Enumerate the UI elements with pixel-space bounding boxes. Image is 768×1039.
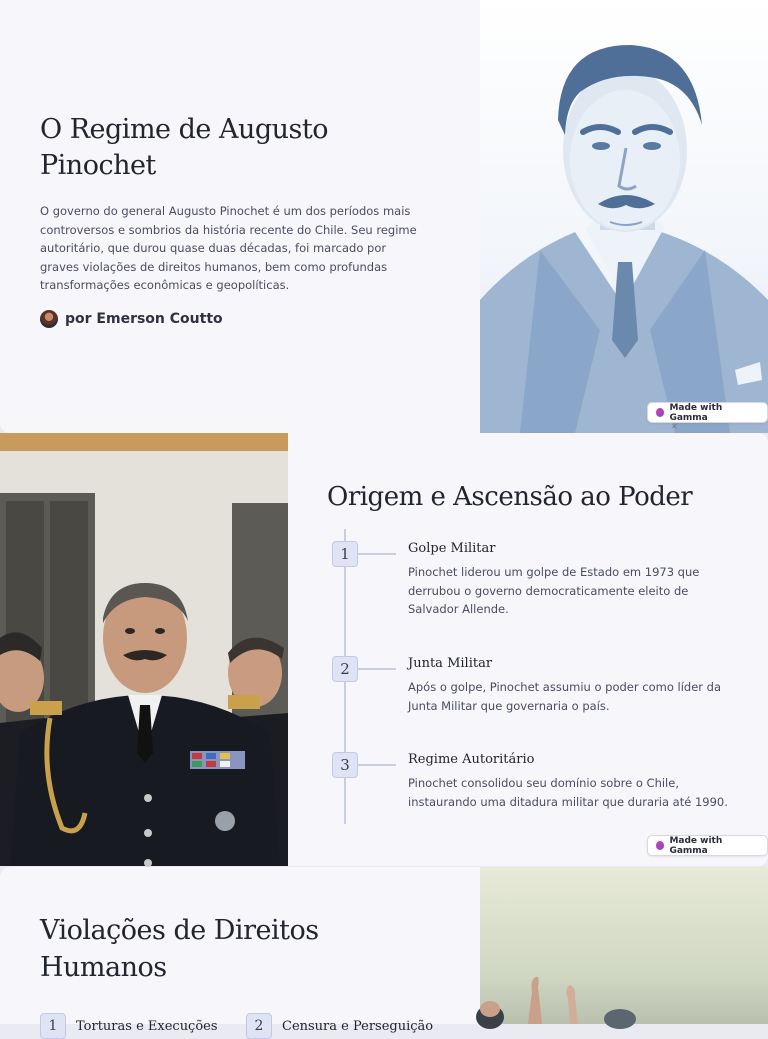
slide-1 — [0, 0, 768, 433]
made-with-gamma-badge[interactable] — [647, 835, 768, 856]
slide-1-body: O governo do general Augusto Pinochet é um dos períodos mais controversos e sombrios da história recente do Chile. Seu regime autoritário, que durou quase duas décadas, foi marcado por graves violações de direitos humanos, bem como profundas transformações econômicas e geopolíticas. — [40, 204, 417, 292]
slide-3-title: Violações de Direitos Humanos — [40, 915, 319, 983]
officers-illustration — [0, 433, 288, 866]
slide-3 — [0, 867, 768, 1034]
protest-crowd-image — [480, 867, 768, 1024]
author-name: por Emerson Coutto — [65, 310, 223, 327]
item-number: 1 — [40, 1013, 66, 1039]
step-number: 1 — [332, 541, 358, 567]
step-connector — [358, 764, 396, 766]
list-item — [40, 1013, 218, 1039]
gamma-logo-icon — [656, 408, 664, 417]
gamma-logo-icon — [656, 841, 664, 850]
crowd-illustration — [480, 867, 768, 1024]
made-with-gamma-badge[interactable] — [647, 402, 768, 423]
military-officers-image — [0, 433, 288, 866]
slide-1-title: O Regime de Augusto Pinochet — [40, 114, 328, 181]
pinochet-portrait-image — [480, 0, 768, 433]
step-number: 2 — [332, 656, 358, 682]
author-byline[interactable] — [40, 310, 440, 328]
item-number: 2 — [246, 1013, 272, 1039]
step-description: Pinochet consolidou seu domínio sobre o Chile, instaurando uma ditadura militar que duraria até 1990. — [408, 776, 728, 809]
item-label: Torturas e Execuções — [76, 1018, 218, 1034]
step-title: Golpe Militar — [408, 541, 496, 556]
step-description: Pinochet liderou um golpe de Estado em 1973 que derrubou o governo democraticamente eleito de Salvador Allende. — [408, 565, 700, 616]
avatar — [40, 310, 58, 328]
portrait-illustration — [480, 0, 768, 433]
step-number: 3 — [332, 752, 358, 778]
step-title: Junta Militar — [408, 656, 493, 671]
slide-2-title: Origem e Ascensão ao Poder — [327, 482, 693, 512]
step-description: Após o golpe, Pinochet assumiu o poder como líder da Junta Militar que governaria o país. — [408, 680, 722, 713]
close-icon[interactable]: ✕ — [671, 422, 678, 431]
list-item — [246, 1013, 433, 1039]
step-connector — [358, 668, 396, 670]
step-title: Regime Autoritário — [408, 752, 535, 767]
slide-2 — [0, 433, 768, 866]
badge-label: Made with Gamma — [669, 835, 723, 856]
step-connector — [358, 553, 396, 555]
slide-1-content — [40, 112, 440, 328]
item-label: Censura e Perseguição — [282, 1018, 434, 1034]
badge-label: Made with Gamma — [669, 402, 723, 423]
